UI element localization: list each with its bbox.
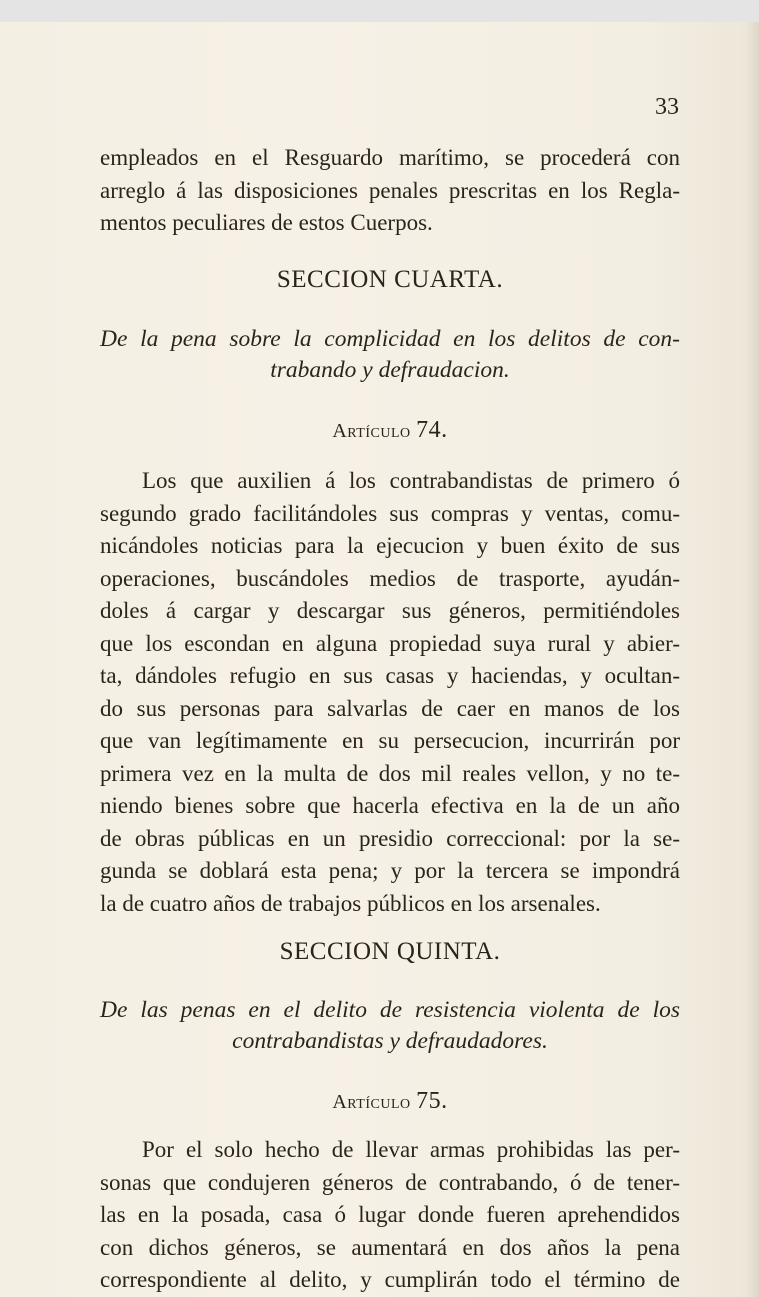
article-heading — [100, 1088, 680, 1115]
text-line: empleados en el Resguardo marítimo, se procederá con — [100, 145, 680, 170]
text-line: primera vez en la multa de dos mil reales vellon, y no te- — [100, 760, 680, 786]
section-heading: SECCION CUARTA. — [276, 266, 504, 293]
text-line: mentos peculiares de estos Cuerpos. — [100, 210, 433, 235]
subtitle-line: De las penas en el delito de resistencia violenta de los — [100, 997, 680, 1023]
article-number: 75. — [416, 1088, 448, 1114]
text-line: con dichos géneros, se aumentará en dos años la pena — [100, 1234, 680, 1260]
text-line: segundo grado facilitándoles sus compras y ventas, comu- — [100, 500, 680, 526]
text-line: nicándoles noticias para la ejecucion y buen éxito de sus — [100, 533, 680, 558]
text-line: do sus personas para salvarlas de caer en manos de los — [100, 695, 680, 721]
article-paragraph — [100, 1134, 680, 1297]
text-line: Los que auxilien á los contrabandistas de primero ó — [142, 468, 680, 493]
subtitle-line: De la pena sobre la complicidad en los delitos de con- — [100, 326, 680, 352]
page-number: 33 — [655, 94, 679, 120]
subtitle-line: contrabandistas y defraudadores. — [232, 1028, 548, 1054]
scan-border — [0, 0, 759, 22]
article-number: 74. — [416, 417, 448, 443]
text-line: la de cuatro años de trabajos públicos en los arsenales. — [100, 890, 601, 916]
section-subtitle — [100, 995, 680, 1057]
section-heading: SECCION QUINTA. — [279, 938, 501, 965]
text-line: correspondiente al delito, y cumplirán todo el término de — [100, 1267, 680, 1292]
article-paragraph — [100, 465, 680, 920]
text-line: que los escondan en alguna propiedad suya rural y abier- — [100, 630, 680, 656]
article-label: Artículo — [332, 1091, 411, 1113]
text-line: sonas que condujeren géneros de contrabando, ó de tener- — [100, 1169, 680, 1195]
text-line: que van legítimamente en su persecucion, incurrirán por — [100, 728, 680, 753]
text-line: las en la posada, casa ó lugar donde fueren aprehendidos — [100, 1202, 680, 1227]
text-line: de obras públicas en un presidio correccional: por la se- — [100, 825, 680, 851]
section-subtitle — [100, 324, 680, 386]
article-label: Artículo — [332, 420, 411, 442]
subtitle-line: trabando y defraudacion. — [270, 357, 510, 383]
text-line: doles á cargar y descargar sus géneros, permitiéndoles — [100, 598, 680, 623]
text-line: Por el solo hecho de llevar armas prohibidas las per- — [142, 1137, 680, 1162]
text-line: arreglo á las disposiciones penales prescritas en los Regla- — [100, 177, 680, 203]
text-line: gunda se doblará esta pena; y por la tercera se impondrá — [100, 858, 680, 883]
page-edge-shadow — [745, 22, 759, 1297]
continuation-paragraph — [100, 142, 680, 240]
text-line: niendo bienes sobre que hacerla efectiva en la de un año — [100, 793, 680, 818]
text-line: operaciones, buscándoles medios de trasporte, ayudán- — [100, 565, 680, 591]
text-line: ta, dándoles refugio en sus casas y haciendas, y ocultan- — [100, 663, 680, 688]
article-heading — [100, 417, 680, 444]
